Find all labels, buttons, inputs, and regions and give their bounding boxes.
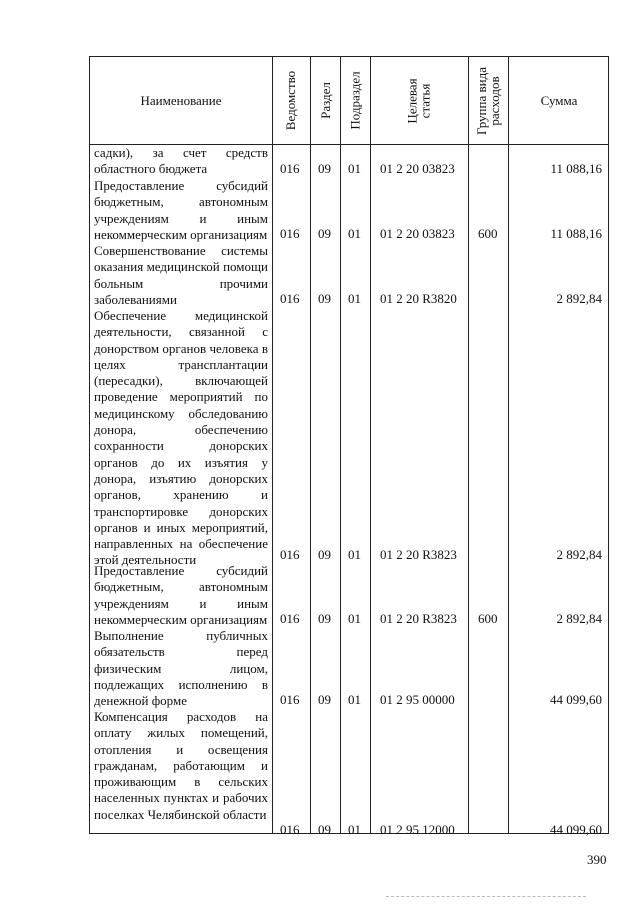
header-razdel-label: Раздел xyxy=(317,82,333,119)
scan-artifact-line xyxy=(386,896,586,897)
row-summa: 2 892,84 xyxy=(556,611,602,626)
row-summa: 44 099,60 xyxy=(550,692,602,707)
column-divider xyxy=(272,57,273,833)
row-tselevaya: 01 2 20 R3823 xyxy=(380,611,457,626)
header-tselevaya-label xyxy=(406,78,432,123)
header-summa-label: Сумма xyxy=(540,92,578,108)
row-podrazdel: 01 xyxy=(348,291,361,306)
row-name: Совершенствование системы оказания медицинской помощи больным прочими заболеваниями xyxy=(94,243,268,307)
row-razdel: 09 xyxy=(318,547,331,562)
page-number: 390 xyxy=(587,852,607,867)
row-name: Обеспечение медицинской деятельности, связанной с донорством органов человека в целях трансплантации (пересадки), включающей проведение мероприятий по медицинскому обследованию донора, обеспечению сохранности донорских органов до их изъятия у донора, изъятию донорских органов, хранению и транспортировке донорских органов и иных мероприятий, направленных на обеспечение этой деятельности xyxy=(94,308,268,568)
row-tselevaya: 01 2 95 00000 xyxy=(380,692,455,707)
header-name xyxy=(90,57,272,144)
row-name: Выполнение публичных обязательств перед физическим лицом, подлежащих исполнению в денежной форме xyxy=(94,628,268,709)
header-tselevaya-line2: статья xyxy=(417,83,433,118)
header-tselevaya xyxy=(370,57,468,144)
row-gruppa: 600 xyxy=(478,226,498,241)
row-vedomstvo: 016 xyxy=(280,291,300,306)
row-summa: 11 088,16 xyxy=(550,226,602,241)
column-divider xyxy=(370,57,371,833)
row-vedomstvo: 016 xyxy=(280,822,300,837)
header-gruppa-line1: Группа вида xyxy=(474,66,490,135)
row-razdel: 09 xyxy=(318,692,331,707)
budget-table xyxy=(89,56,609,837)
header-summa xyxy=(508,57,610,144)
row-tselevaya: 01 2 20 03823 xyxy=(380,161,455,176)
row-name: Компенсация расходов на оплату жилых помещений, отопления и освещения гражданам, работающим и проживающим в сельских населенных пунктах и рабочих поселках Челябинской области xyxy=(94,709,268,822)
row-razdel: 09 xyxy=(318,822,331,837)
row-razdel: 09 xyxy=(318,291,331,306)
header-gruppa xyxy=(468,57,508,144)
header-name-label: Наименование xyxy=(140,92,222,108)
header-gruppa-label xyxy=(475,67,501,135)
column-divider xyxy=(468,57,469,833)
row-summa: 2 892,84 xyxy=(556,291,602,306)
header-podrazdel xyxy=(340,57,370,144)
row-name: Предоставление субсидий бюджетным, автономным учреждениям и иным некоммерческим организациям xyxy=(94,178,268,242)
row-podrazdel: 01 xyxy=(348,611,361,626)
header-podrazdel-label: Подраздел xyxy=(347,71,363,130)
header-vedomstvo xyxy=(272,57,310,144)
row-tselevaya: 01 2 95 12000 xyxy=(380,822,455,837)
row-summa: 2 892,84 xyxy=(556,547,602,562)
row-name: садки), за счет средств областного бюджета xyxy=(94,145,268,177)
row-vedomstvo: 016 xyxy=(280,692,300,707)
row-podrazdel: 01 xyxy=(348,547,361,562)
column-divider xyxy=(310,57,311,833)
row-summa: 11 088,16 xyxy=(550,161,602,176)
header-vedomstvo-label: Ведомство xyxy=(283,70,299,131)
header-tselevaya-line1: Целевая xyxy=(404,77,420,124)
row-name: Предоставление субсидий бюджетным, автономным учреждениям и иным некоммерческим организациям xyxy=(94,563,268,627)
row-vedomstvo: 016 xyxy=(280,611,300,626)
row-razdel: 09 xyxy=(318,611,331,626)
row-vedomstvo: 016 xyxy=(280,161,300,176)
row-summa: 44 099,60 xyxy=(550,822,602,837)
header-razdel xyxy=(310,57,340,144)
row-tselevaya: 01 2 20 R3820 xyxy=(380,291,457,306)
row-podrazdel: 01 xyxy=(348,692,361,707)
row-podrazdel: 01 xyxy=(348,161,361,176)
column-divider xyxy=(508,57,509,833)
row-podrazdel: 01 xyxy=(348,822,361,837)
row-vedomstvo: 016 xyxy=(280,547,300,562)
row-tselevaya: 01 2 20 03823 xyxy=(380,226,455,241)
row-podrazdel: 01 xyxy=(348,226,361,241)
row-gruppa: 600 xyxy=(478,611,498,626)
header-gruppa-line2: расходов xyxy=(487,75,503,126)
row-vedomstvo: 016 xyxy=(280,226,300,241)
row-razdel: 09 xyxy=(318,226,331,241)
row-razdel: 09 xyxy=(318,161,331,176)
column-divider xyxy=(340,57,341,833)
row-tselevaya: 01 2 20 R3823 xyxy=(380,547,457,562)
